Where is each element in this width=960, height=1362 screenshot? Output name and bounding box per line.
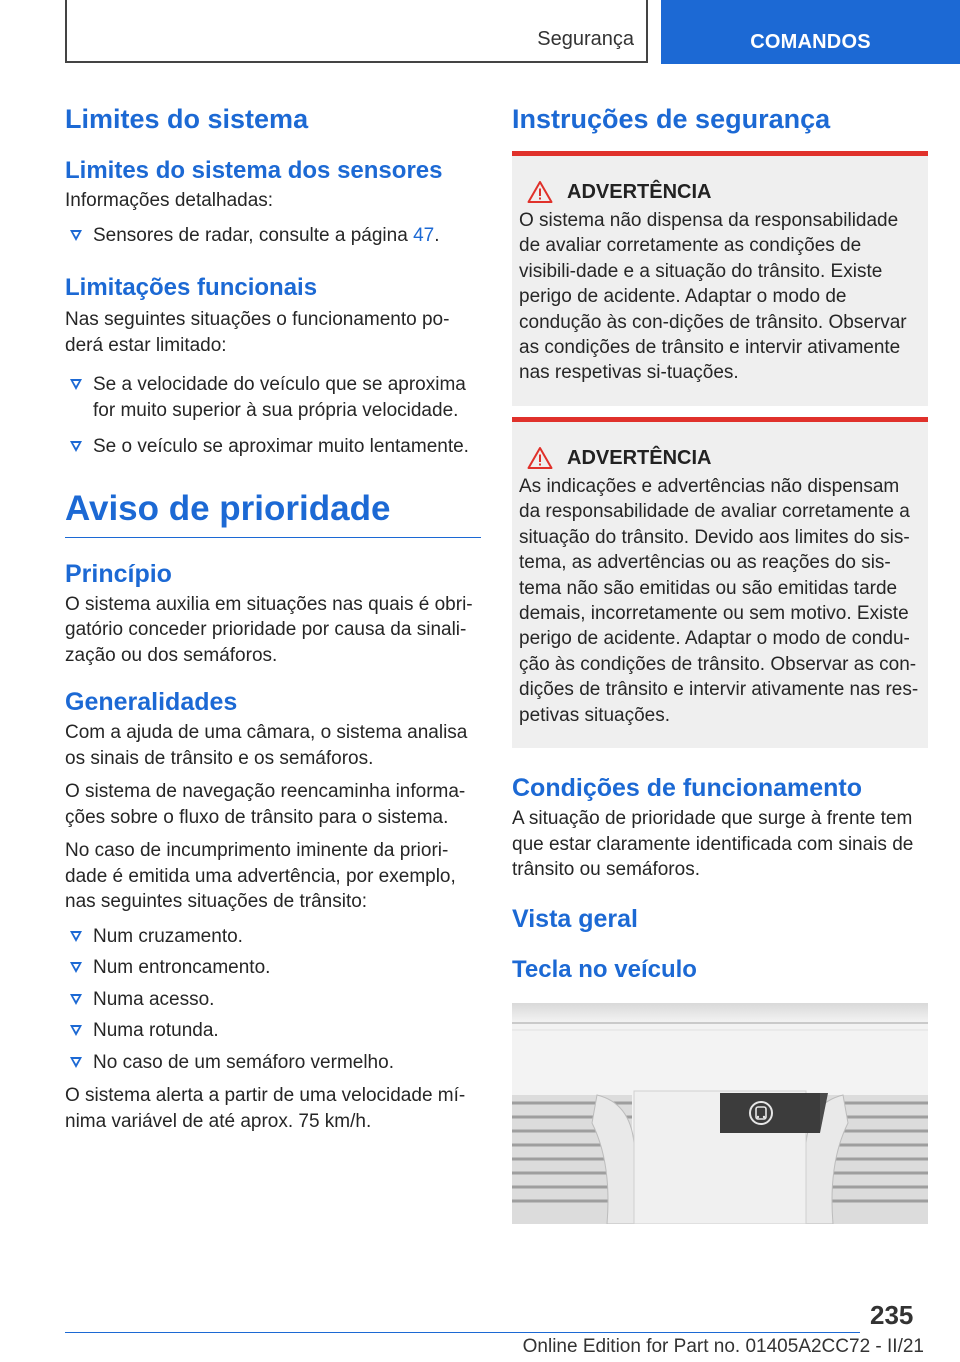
- list-item: [65, 924, 481, 950]
- functional-text: Nas seguintes situações o funcionamento po-derá estar limitado:: [65, 309, 450, 356]
- heading-priority-warning: Aviso de prioridade: [65, 488, 391, 528]
- section-divider: [65, 537, 481, 538]
- header-section-title: Segurança: [537, 28, 634, 50]
- list-item-text: Se a velocidade do veículo que se aproxima for muito superior à sua própria velocidade.: [93, 374, 466, 421]
- triangle-bullet-icon: [70, 994, 82, 1005]
- principle-text: O sistema auxilia em situações nas quais é obri-gatório conceder prioridade por causa da sinali-zação ou dos semáforos.: [65, 593, 473, 666]
- warning-triangle-icon: [527, 180, 553, 204]
- left-column: [65, 96, 481, 1134]
- triangle-bullet-icon: [70, 379, 82, 390]
- heading-principle: Princípio: [65, 559, 172, 588]
- info-detail-text: Informações detalhadas:: [65, 190, 274, 211]
- triangle-bullet-icon: [70, 1025, 82, 1036]
- warning-box-1: [512, 151, 928, 406]
- heading-safety-instructions: Instruções de segurança: [512, 104, 831, 134]
- sensor-item-end: .: [434, 224, 440, 246]
- general-paragraph-1: Com a ajuda de uma câmara, o sistema analisa os sinais de trânsito e os semáforos.: [65, 722, 468, 769]
- vehicle-button-photo: [512, 1003, 928, 1224]
- footer-divider: [65, 1332, 860, 1333]
- list-item: [65, 372, 481, 423]
- warning-text: As indicações e advertências não dispensam da responsabilidade de avaliar corretamente a situação do trânsito. Devido aos limites do sis-tema, as advertências ou as reações do sis-tema não são emitidas ou são emitidas tarde demais, incorretamente ou sem motivo. Existe perigo de acidente. Adaptar o modo de condu-ção às condições de trânsito. Observar as con-dições de trânsito e intervir ativamente nas res-petivas situações.: [519, 476, 919, 726]
- triangle-bullet-icon: [70, 230, 82, 241]
- list-item-text: Numa acesso.: [93, 988, 215, 1010]
- warning-title-text: ADVERTÊNCIA: [567, 447, 712, 469]
- dashboard-illustration: [512, 1003, 928, 1224]
- left-air-vent: [512, 1095, 634, 1224]
- list-item: [65, 434, 481, 460]
- triangle-bullet-icon: [70, 1057, 82, 1068]
- warning-title: [519, 178, 921, 206]
- list-item-text: Num cruzamento.: [93, 925, 243, 947]
- list-item: [65, 1018, 481, 1044]
- general-paragraph-3: No caso de incumprimento iminente da priori-dade é emitida uma advertência, por exemplo, nas seguintes situações de trânsito:: [65, 840, 456, 912]
- general-paragraph-4: O sistema alerta a partir de uma velocidade mí-nima variável de até aprox. 75 km/h.: [65, 1085, 466, 1132]
- list-item: [65, 987, 481, 1013]
- list-item-text: Se o veículo se aproximar muito lentamente.: [93, 436, 469, 457]
- right-air-vent: [806, 1095, 928, 1224]
- page-number: 235: [870, 1300, 914, 1330]
- warning-text: O sistema não dispensa da responsabilidade de avaliar corretamente as condições de visibili-dade e a situação do trânsito. Existe perigo de acidente. Adaptar o modo de condução às con-dições de trânsito. Observar as condições de trânsito e intervir ativamente nas respetivas si-tuações.: [519, 210, 907, 384]
- triangle-bullet-icon: [70, 962, 82, 973]
- heading-general: Generalidades: [65, 688, 238, 716]
- heading-sensor-limits: Limites do sistema dos sensores: [65, 157, 443, 184]
- list-item-sensor: [65, 223, 481, 249]
- right-column: [512, 96, 928, 985]
- heading-vehicle-button: Tecla no veículo: [512, 955, 697, 983]
- triangle-bullet-icon: [70, 931, 82, 942]
- warning-box-2: [512, 417, 928, 748]
- list-item-text: No caso de um semáforo vermelho.: [93, 1051, 394, 1073]
- warning-title: [519, 444, 921, 472]
- footer-edition: Online Edition for Part no. 01405A2CC72 - II/21: [522, 1336, 924, 1357]
- heading-operating-conditions: Condições de funcionamento: [512, 774, 863, 802]
- list-item-text: Numa rotunda.: [93, 1020, 219, 1041]
- general-paragraph-2: O sistema de navegação reencaminha informa-ções sobre o fluxo de trânsito para o sistema.: [65, 781, 466, 828]
- list-item-text: Num entroncamento.: [93, 957, 271, 978]
- page-link[interactable]: 47: [413, 224, 435, 246]
- triangle-bullet-icon: [70, 441, 82, 452]
- list-item: [65, 1050, 481, 1076]
- header-chapter-tab[interactable]: COMANDOS: [661, 0, 960, 64]
- conditions-text: A situação de prioridade que surge à frente tem que estar claramente identificada com sinais de trânsito ou semáforos.: [512, 808, 914, 880]
- heading-system-limits: Limites do sistema: [65, 104, 309, 134]
- car-assist-button-icon[interactable]: [720, 1093, 828, 1133]
- warning-title-text: ADVERTÊNCIA: [567, 181, 712, 203]
- warning-triangle-icon: [527, 446, 553, 470]
- heading-functional-limits: Limitações funcionais: [65, 274, 318, 301]
- heading-overview: Vista geral: [512, 904, 639, 933]
- sensor-item-text: Sensores de radar, consulte a página: [93, 224, 408, 246]
- list-item: [65, 955, 481, 981]
